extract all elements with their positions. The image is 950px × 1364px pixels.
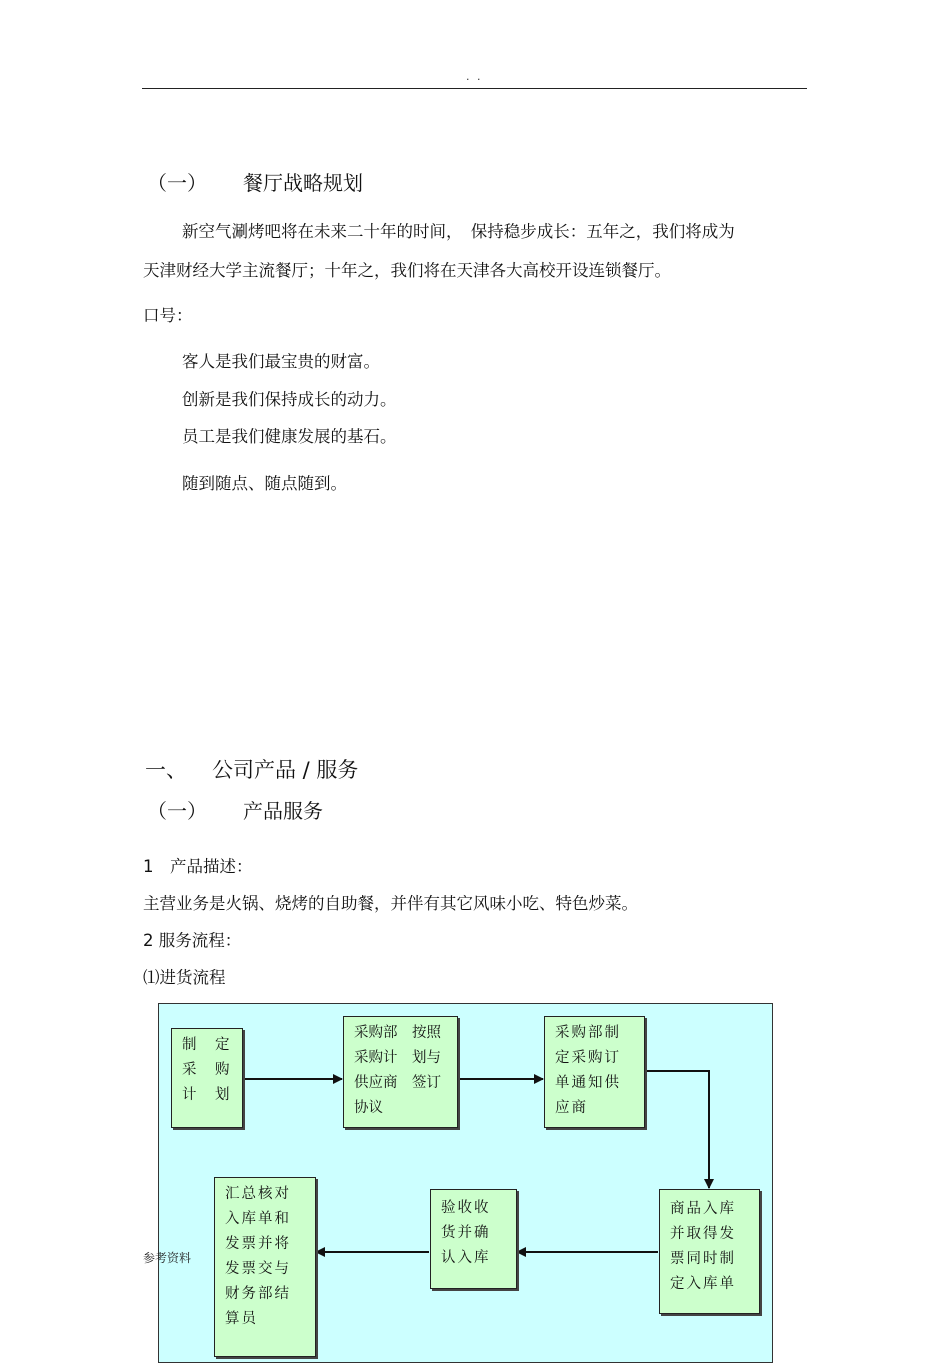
footer-note: 参考资料 — [143, 1251, 192, 1265]
flow-step-warehouse-entry: 商品入库 并取得发 票同时制 定入库单 — [659, 1189, 760, 1314]
slogan-item: 客人是我们最宝贵的财富。 — [182, 352, 380, 371]
strategy-paragraph-line-2: 天津财经大学主流餐厅；十年之，我们将在天津各大高校开设连锁餐厅。 — [143, 261, 671, 280]
header-dots: . . — [466, 70, 483, 83]
flow-step-notify-supplier: 采购部制 定采购订 单通知供 应商 — [544, 1016, 645, 1128]
slogan-item: 创新是我们保持成长的动力。 — [182, 390, 397, 409]
slogan-item: 员工是我们健康发展的基石。 — [182, 427, 397, 446]
products-heading-title: 产品服务 — [243, 799, 323, 823]
purchase-flowchart — [158, 1003, 773, 1363]
flow-step-reconcile-invoices: 汇总核对 入库单和 发票并将 发票交与 财务部结 算员 — [214, 1177, 316, 1357]
strategy-heading-number: （一） — [147, 171, 207, 195]
strategy-heading-title: 餐厅战略规划 — [243, 171, 363, 195]
flow-step-inspect-receive: 验收收 货并确 认入库 — [430, 1189, 517, 1289]
flow-step-make-plan: 制 定 采 购 计 划 — [171, 1028, 243, 1128]
item-2-label: 2 服务流程： — [143, 931, 242, 950]
item-1-text: 主营业务是火锅、烧烤的自助餐，并伴有其它风味小吃、特色炒菜。 — [143, 894, 638, 913]
sub-item-1-label: ⑴进货流程 — [143, 968, 226, 987]
products-heading-number: （一） — [147, 799, 207, 823]
strategy-paragraph-line-1: 新空气涮烤吧将在未来二十年的时间， 保持稳步成长：五年之，我们将成为 — [182, 222, 735, 241]
flow-arrow — [645, 1071, 709, 1188]
slogan-item: 随到随点、随点随到。 — [182, 474, 347, 493]
chapter-number: 一、 — [145, 758, 187, 782]
chapter-title: 公司产品 / 服务 — [212, 758, 359, 782]
flow-step-sign-agreement: 采购部 按照 采购计 划与 供应商 签订 协议 — [343, 1016, 458, 1128]
item-1-label: 1 产品描述： — [143, 857, 253, 876]
slogan-label: 口号： — [143, 306, 193, 325]
header-rule — [142, 88, 807, 89]
